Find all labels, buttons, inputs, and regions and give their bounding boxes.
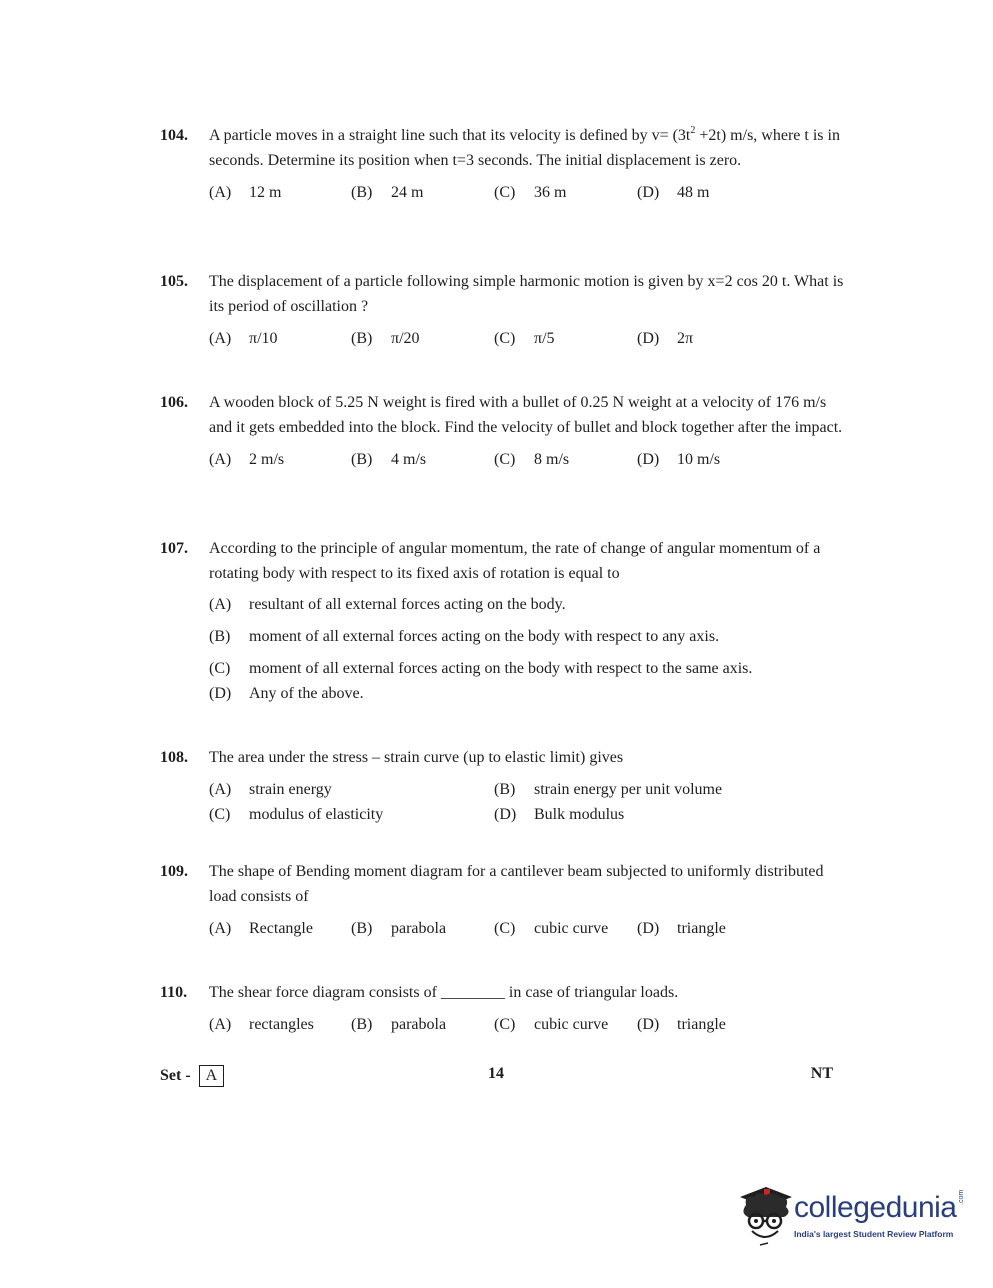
- question-number: 104.: [160, 127, 188, 144]
- options-row: [209, 180, 850, 205]
- options-row: [209, 916, 850, 941]
- question-text: The shear force diagram consists of ________ in case of triangular loads.: [209, 984, 679, 1001]
- question-105: [160, 269, 850, 351]
- question-text: A wooden block of 5.25 N weight is fired with a bullet of 0.25 N weight at a velocity of 176 m/s and it gets embedded into the block. Find the velocity of bullet and block together after the impact.: [209, 394, 843, 436]
- question-number: 109.: [160, 863, 188, 880]
- option-a[interactable]: (A) π/10: [209, 330, 278, 347]
- page-number: 14: [488, 1065, 504, 1082]
- option-b[interactable]: (B) parabola: [351, 1016, 447, 1033]
- logo-suffix: .com: [958, 1189, 965, 1205]
- question-107: [160, 536, 850, 706]
- question-109: [160, 859, 850, 941]
- option-b[interactable]: (B) π/20: [351, 330, 420, 347]
- option-a[interactable]: (A) Rectangle: [209, 920, 313, 937]
- option-b[interactable]: (B) 24 m: [351, 184, 424, 201]
- question-text: The displacement of a particle following simple harmonic motion is given by x=2 cos 20 t. What is its period of oscillation ?: [209, 273, 844, 315]
- option-c[interactable]: (C) 8 m/s: [494, 451, 570, 468]
- option-d[interactable]: (D) Bulk modulus: [494, 806, 625, 823]
- question-text: The area under the stress – strain curve (up to elastic limit) gives: [209, 749, 624, 766]
- option-d[interactable]: (D) Any of the above.: [209, 685, 364, 702]
- option-c[interactable]: (C) cubic curve: [494, 1016, 609, 1033]
- page-footer: [160, 1065, 833, 1089]
- option-a[interactable]: (A) rectangles: [209, 1016, 314, 1033]
- option-a[interactable]: (A) strain energy: [209, 781, 332, 798]
- option-d[interactable]: (D) 48 m: [637, 184, 710, 201]
- options-row: [209, 447, 850, 472]
- question-text: According to the principle of angular momentum, the rate of change of angular momentum of a rotating body with respect to its fixed axis of rotation is equal to: [209, 540, 821, 582]
- question-number: 108.: [160, 749, 188, 766]
- option-a[interactable]: (A) 2 m/s: [209, 451, 285, 468]
- option-b[interactable]: (B) 4 m/s: [351, 451, 427, 468]
- question-number: 110.: [160, 984, 188, 1001]
- mascot-icon: [736, 1183, 796, 1253]
- option-c[interactable]: (C) modulus of elasticity: [209, 806, 384, 823]
- collegedunia-logo: [736, 1183, 966, 1253]
- question-108: [160, 745, 850, 827]
- question-number: 106.: [160, 394, 188, 411]
- question-104: [160, 123, 850, 205]
- paper-code: NT: [810, 1065, 833, 1082]
- logo-wordmark: collegedunia: [794, 1191, 957, 1224]
- question-text: A particle moves in a straight line such that its velocity is defined by $v= (3t^2 +2t)$ m/s, where t is in seconds. Determine its position when t=3 seconds. The initial displacement is zero.: [209, 125, 840, 169]
- options-row: [209, 326, 850, 351]
- option-b[interactable]: (B) moment of all external forces acting on the body with respect to any axis.: [209, 628, 720, 645]
- option-d[interactable]: (D) triangle: [637, 920, 726, 937]
- set-box: A: [199, 1065, 225, 1087]
- option-c[interactable]: (C) π/5: [494, 330, 555, 347]
- option-b[interactable]: (B) strain energy per unit volume: [494, 781, 723, 798]
- option-a[interactable]: (A) resultant of all external forces acting on the body.: [209, 596, 566, 613]
- question-number: 105.: [160, 273, 188, 290]
- set-indicator: [160, 1065, 224, 1087]
- option-a[interactable]: (A) 12 m: [209, 184, 282, 201]
- question-106: [160, 390, 850, 472]
- question-110: [160, 980, 850, 1037]
- option-b[interactable]: (B) parabola: [351, 920, 447, 937]
- logo-tagline: India's largest Student Review Platform: [794, 1229, 954, 1239]
- option-c[interactable]: (C) cubic curve: [494, 920, 609, 937]
- question-text: The shape of Bending moment diagram for a cantilever beam subjected to uniformly distributed load consists of: [209, 863, 824, 905]
- option-d[interactable]: (D) 2π: [637, 330, 694, 347]
- superscript: 2: [690, 125, 696, 136]
- option-c[interactable]: (C) 36 m: [494, 184, 567, 201]
- option-c[interactable]: (C) moment of all external forces acting on the body with respect to the same axis.: [209, 660, 753, 677]
- option-d[interactable]: (D) triangle: [637, 1016, 726, 1033]
- options-grid: [209, 777, 850, 827]
- option-d[interactable]: (D) 10 m/s: [637, 451, 721, 468]
- options-row: [209, 1012, 850, 1037]
- set-label: Set -: [160, 1067, 191, 1084]
- question-number: 107.: [160, 540, 188, 557]
- options-list: [209, 592, 850, 706]
